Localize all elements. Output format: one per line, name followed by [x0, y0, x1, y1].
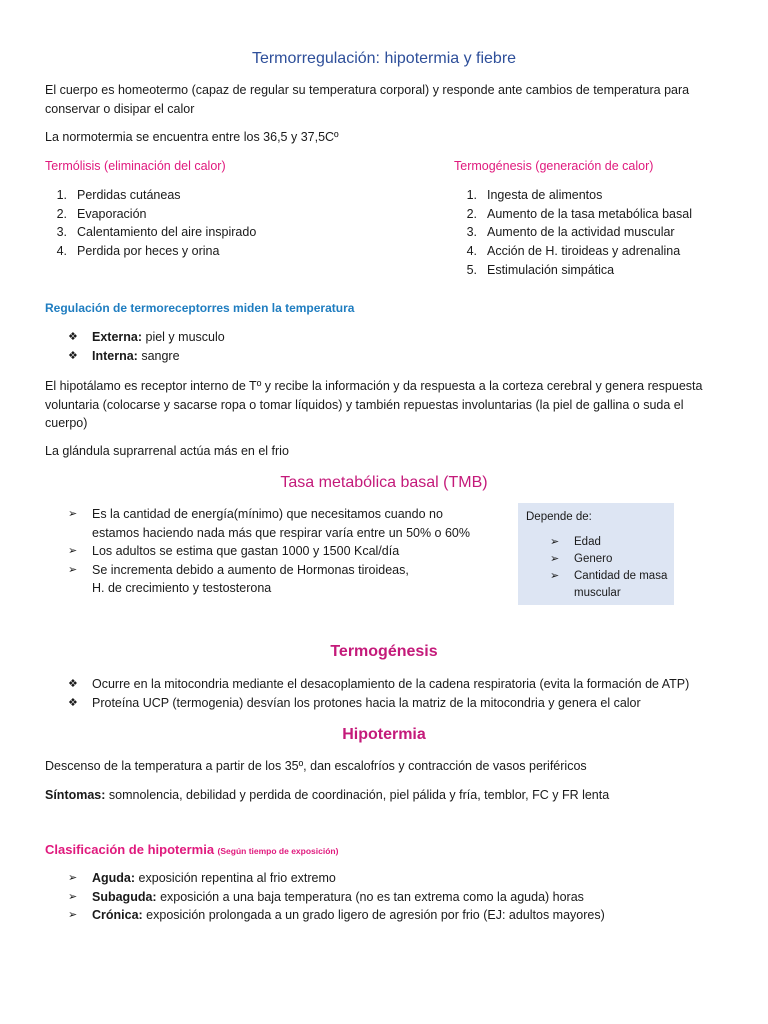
arrow-bullet-icon: ➢: [68, 545, 78, 557]
depende-box: [518, 503, 674, 605]
clasificacion-list: [68, 869, 748, 925]
list-item: ➢ Es la cantidad de energía(mínimo) que necesitamos cuando no estamos haciendo nada más que respirar varía entre un 50% o 60%: [68, 507, 471, 540]
regulacion-list: [68, 328, 468, 365]
termogenesis-items: [68, 675, 748, 712]
termogenesis-heading: Termogénesis: [330, 643, 438, 660]
diamond-bullet-icon: ❖: [68, 696, 78, 709]
list-item: ➢ Crónica: exposición prolongada a un grado ligero de agresión por frio (EJ: adultos mayores): [68, 906, 748, 925]
diamond-bullet-icon: ❖: [68, 331, 78, 343]
list-item: ➢ Cantidad de masa muscular: [550, 570, 668, 599]
hipotermia-descenso: Descenso de la temperatura a partir de los 35º, dan escalofríos y contracción de vasos periféricos: [45, 759, 587, 773]
depende-list: [550, 534, 668, 602]
termolisis-heading: Termólisis (eliminación del calor): [45, 159, 226, 173]
hipotalamo-paragraph: El hipotálamo es receptor interno de Tº y recibe la información y da respuesta a la corteza cerebral y genera respuesta voluntaria (colocarse y sacarse ropa o tomar líquidos) y también repuestas involuntarias (la piel de gallina o suda el cuerpo): [45, 379, 703, 430]
regulacion-heading: Regulación de termoreceptorres miden la temperatura: [45, 301, 355, 315]
list-item: 3. Calentamiento del aire inspirado: [56, 225, 257, 240]
normotermia-paragraph: La normotermia se encuentra entre los 36,5 y 37,5Cº: [45, 130, 339, 144]
list-item: ❖ Proteína UCP (termogenia) desvían los protones hacia la matriz de la mitocondria y genera el calor: [68, 694, 748, 713]
tmb-list: [68, 505, 478, 598]
arrow-bullet-icon: ➢: [550, 536, 560, 548]
list-item: ➢ Genero: [550, 551, 668, 568]
arrow-bullet-icon: ➢: [68, 872, 78, 884]
list-item: ❖ Externa: piel y musculo: [68, 328, 468, 347]
list-item: ➢ Edad: [550, 534, 668, 551]
list-item: 1. Ingesta de alimentos: [466, 188, 603, 202]
clasificacion-heading: Clasificación de hipotermia (Según tiempo de exposición): [45, 842, 339, 857]
list-item: 2. Evaporación: [56, 206, 147, 221]
list-item: ➢ Aguda: exposición repentina al frio extremo: [68, 869, 748, 888]
list-item: 4. Acción de H. tiroideas y adrenalina: [466, 244, 681, 259]
termogenesis-list: [455, 186, 755, 279]
list-item: ➢ Se incrementa debido a aumento de Hormonas tiroideas, H. de crecimiento y testosterona: [68, 562, 409, 595]
list-item: ❖ Ocurre en la mitocondria mediante el desacoplamiento de la cadena respiratoria (evita la formación de ATP): [68, 675, 748, 694]
arrow-bullet-icon: ➢: [68, 890, 78, 903]
intro-paragraph: El cuerpo es homeotermo (capaz de regular su temperatura corporal) y responde ante cambios de temperatura para conservar o disipar el calor: [45, 83, 690, 116]
arrow-bullet-icon: ➢: [550, 553, 560, 565]
termogenesis-list-heading: Termogénesis (generación de calor): [454, 159, 654, 173]
list-item: 1. Perdidas cutáneas: [56, 188, 181, 202]
page-title: Termorregulación: hipotermia y fiebre: [251, 50, 517, 67]
list-item: 3. Aumento de la actividad muscular: [466, 225, 675, 240]
tmb-heading: Tasa metabólica basal (TMB): [280, 474, 488, 491]
arrow-bullet-icon: ➢: [68, 563, 78, 576]
list-item: ➢ Los adultos se estima que gastan 1000 y 1500 Kcal/día: [68, 542, 478, 561]
list-item: ➢ Subaguda: exposición a una baja temperatura (no es tan extrema como la aguda) horas: [68, 888, 748, 907]
list-item: 4. Perdida por heces y orina: [56, 244, 220, 259]
glandula-paragraph: La glándula suprarrenal actúa más en el frio: [45, 444, 289, 458]
arrow-bullet-icon: ➢: [68, 508, 78, 520]
hipotermia-heading: Hipotermia: [342, 726, 426, 743]
depende-title: Depende de:: [526, 511, 592, 523]
list-item: 2. Aumento de la tasa metabólica basal: [466, 206, 692, 221]
list-item: ❖ Interna: sangre: [68, 347, 468, 366]
termolisis-list: [45, 186, 375, 261]
diamond-bullet-icon: ❖: [68, 678, 78, 690]
diamond-bullet-icon: ❖: [68, 349, 78, 362]
arrow-bullet-icon: ➢: [68, 909, 78, 921]
arrow-bullet-icon: ➢: [550, 570, 560, 582]
list-item: 5. Estimulación simpática: [466, 262, 615, 277]
sintomas-paragraph: Síntomas: somnolencia, debilidad y perdida de coordinación, piel pálida y fría, temblor, FC y FR lenta: [45, 788, 610, 802]
